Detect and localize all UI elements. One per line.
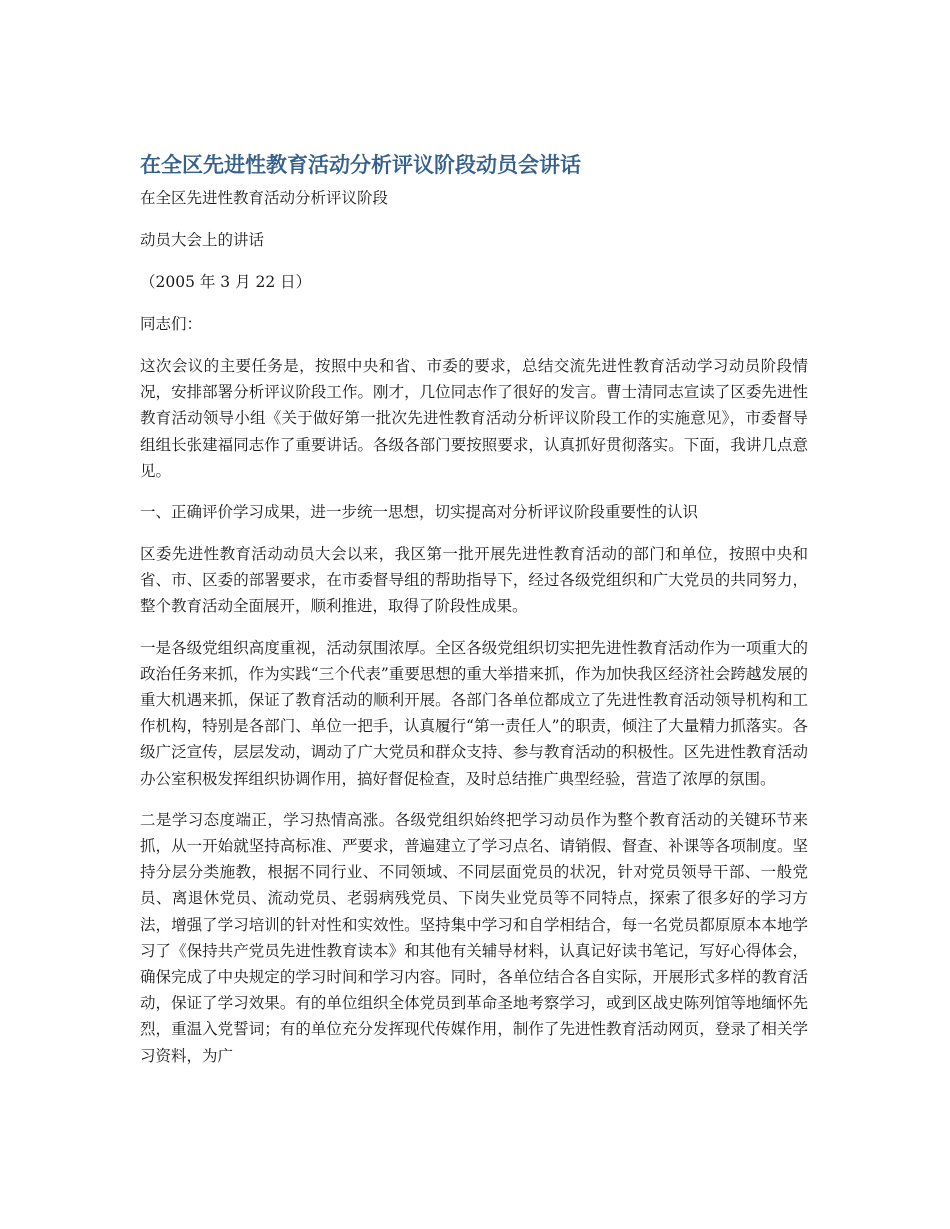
- document-title: 在全区先进性教育活动分析评议阶段动员会讲话: [140, 153, 581, 177]
- paragraph-point-one: 一是各级党组织高度重视，活动氛围浓厚。全区各级党组织切实把先进性教育活动作为一项重大的政治任务来抓，作为实践“三个代表”重要思想的重大举措来抓，作为加快我区经济社会跨越发展的重大机遇来抓，保证了教育活动的顺利开展。各部门各单位都成立了先进性教育活动领导机构和工作机构，特别是各部门、单位一把手，认真履行“第一责任人”的职责，倾注了大量精力抓落实。各级广泛宣传，层层发动，调动了广大党员和群众支持、参与教育活动的积极性。区先进性教育活动办公室积极发挥组织协调作用，搞好督促检查，及时总结推广典型经验，营造了浓厚的氛围。: [140, 638, 808, 788]
- speech-date: （2005 年 3 月 22 日）: [140, 273, 312, 291]
- subtitle-line-1: 在全区先进性教育活动分析评议阶段: [140, 189, 389, 207]
- section-heading: 一、正确评价学习成果，进一步统一思想，切实提高对分析评议阶段重要性的认识: [140, 503, 699, 522]
- greeting: 同志们：: [140, 315, 203, 333]
- paragraph-point-two: 二是学习态度端正，学习热情高涨。各级党组织始终把学习动员作为整个教育活动的关键环节来抓，从一开始就坚持高标准、严要求，普遍建立了学习点名、请销假、督查、补课等各项制度。坚持分层分类施教，根据不同行业、不同领域、不同层面党员的状况，针对党员领导干部、一般党员、离退休党员、流动党员、老弱病残党员、下岗失业党员等不同特点，探索了很多好的学习方法，增强了学习培训的针对性和实效性。坚持集中学习和自学相结合，每一名党员都原原本本地学习了《保持共产党员先进性教育读本》和其他有关辅导材料，认真记好读书笔记，写好心得体会，确保完成了中央规定的学习时间和学习内容。同时，各单位结合各自实际，开展形式多样的教育活动，保证了学习效果。有的单位组织全体党员到革命圣地考察学习，或到区战史陈列馆等地缅怀先烈，重温入党誓词；有的单位充分发挥现代传媒作用，制作了先进性教育活动网页，登录了相关学习资料，为广: [140, 810, 808, 1065]
- paragraph-intro: 这次会议的主要任务是，按照中央和省、市委的要求，总结交流先进性教育活动学习动员阶段情况，安排部署分析评议阶段工作。刚才，几位同志作了很好的发言。曹士清同志宣读了区委先进性教育活动领导小组《关于做好第一批次先进性教育活动分析评议阶段工作的实施意见》，市委督导组组长张建福同志作了重要讲话。各级各部门要按照要求，认真抓好贯彻落实。下面，我讲几点意见。: [140, 357, 808, 480]
- paragraph-overview: 区委先进性教育活动动员大会以来，我区第一批开展先进性教育活动的部门和单位，按照中央和省、市、区委的部署要求，在市委督导组的帮助指导下，经过各级党组织和广大党员的共同努力，整个教育活动全面展开，顺利推进，取得了阶段性成果。: [140, 545, 808, 616]
- subtitle-line-2: 动员大会上的讲话: [140, 231, 265, 249]
- document-page: [140, 146, 808, 1069]
